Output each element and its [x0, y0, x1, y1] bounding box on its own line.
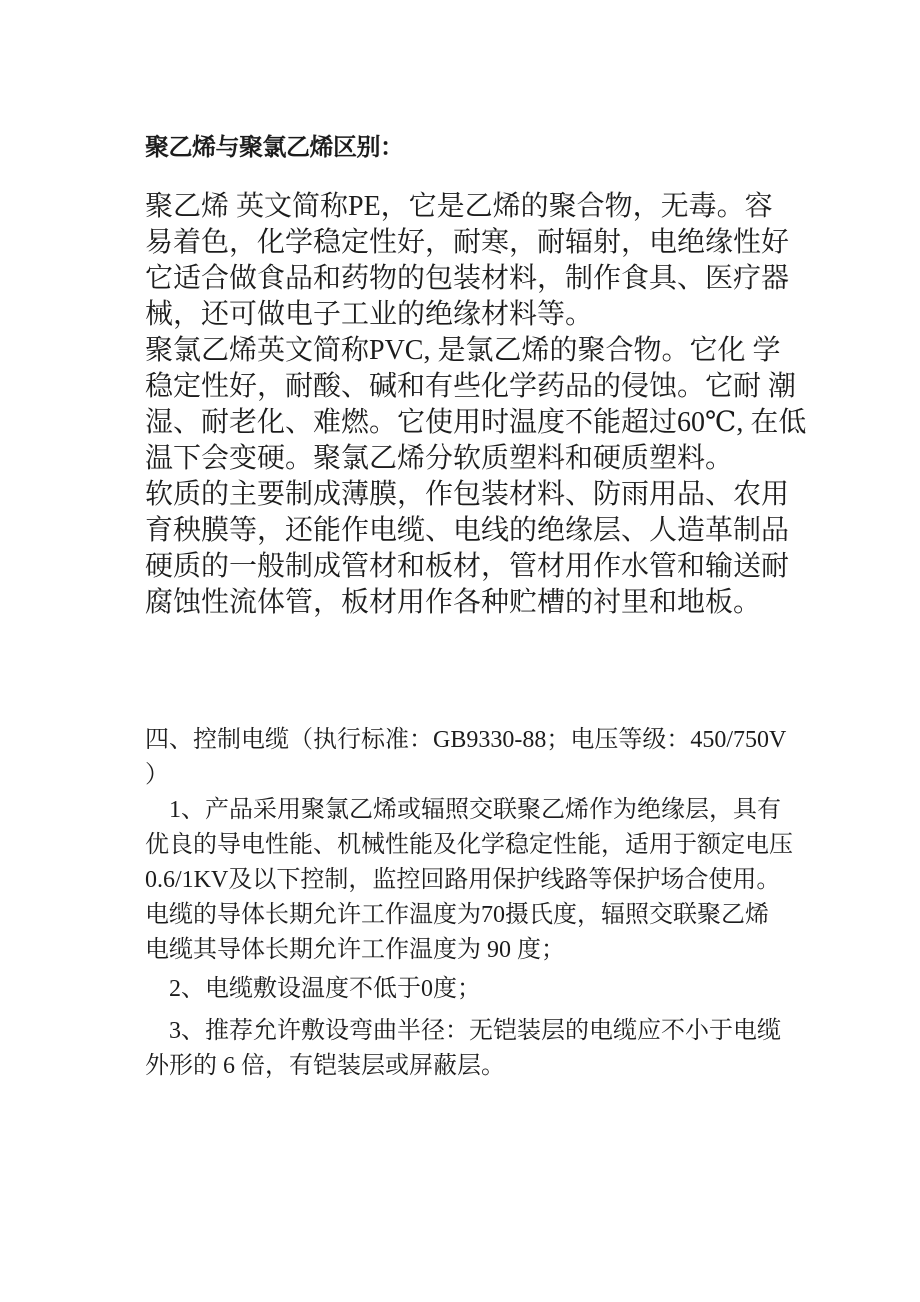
intro-paragraph: [145, 189, 806, 621]
item2-line-1: 2、电缆敷设温度不低于0度；: [169, 976, 481, 1002]
item1-line-4: 电缆的导体长期允许工作温度为70摄氏度，辐照交联聚乙烯: [145, 902, 769, 928]
intro-line-3: 它适合做食品和药物的包装材料，制作食具、医疗器: [145, 263, 790, 294]
item1-line-2: 优良的导电性能、机械性能及化学稳定性能，适用于额定电压: [145, 832, 793, 858]
intro-line-10: 育秧膜等，还能作电缆、电线的绝缘层、人造革制品: [145, 515, 790, 546]
section-heading-line-2: ）: [145, 762, 169, 788]
control-cable-section: [145, 723, 793, 1084]
item1-line-3: 0.6/1KV及以下控制，监控回路用保护线路等保护场合使用。: [145, 867, 781, 893]
item3-line-1: 3、推荐允许敷设弯曲半径：无铠装层的电缆应不小于电缆: [169, 1018, 781, 1044]
intro-line-6: 稳定性好，耐酸、碱和有些化学药品的侵蚀。它耐 潮: [145, 371, 797, 402]
numbered-item-3: [145, 1014, 793, 1084]
item1-line-1: 1、产品采用聚氯乙烯或辐照交联聚乙烯作为绝缘层，具有: [169, 797, 781, 823]
intro-line-8: 温下会变硬。聚氯乙烯分软质塑料和硬质塑料。: [145, 443, 734, 474]
intro-line-7: 湿、耐老化、难燃。它使用时温度不能超过60℃, 在低: [145, 407, 807, 438]
numbered-item-1: [145, 793, 793, 968]
section-heading-line-1: 四、控制电缆（执行标准：GB9330-88；电压等级：450/750V: [145, 727, 787, 753]
intro-line-4: 械，还可做电子工业的绝缘材料等。: [145, 299, 594, 330]
section-heading: [145, 723, 793, 793]
item1-line-5: 电缆其导体长期允许工作温度为 90 度；: [145, 937, 565, 963]
intro-line-2: 易着色，化学稳定性好，耐寒，耐辐射，电绝缘性好: [145, 227, 790, 258]
item3-line-2: 外形的 6 倍，有铠装层或屏蔽层。: [145, 1053, 505, 1079]
numbered-item-2: [145, 972, 793, 1007]
document-title: 聚乙烯与聚氯乙烯区别：: [145, 134, 404, 161]
intro-line-11: 硬质的一般制成管材和板材，管材用作水管和输送耐: [145, 551, 790, 582]
intro-line-5: 聚氯乙烯英文简称PVC, 是氯乙烯的聚合物。它化 学: [145, 335, 781, 366]
intro-line-1: 聚乙烯 英文简称PE，它是乙烯的聚合物，无毒。容: [145, 191, 773, 222]
intro-line-12: 腐蚀性流体管，板材用作各种贮槽的衬里和地板。: [145, 587, 762, 618]
intro-line-9: 软质的主要制成薄膜，作包装材料、防雨用品、农用: [145, 479, 790, 510]
